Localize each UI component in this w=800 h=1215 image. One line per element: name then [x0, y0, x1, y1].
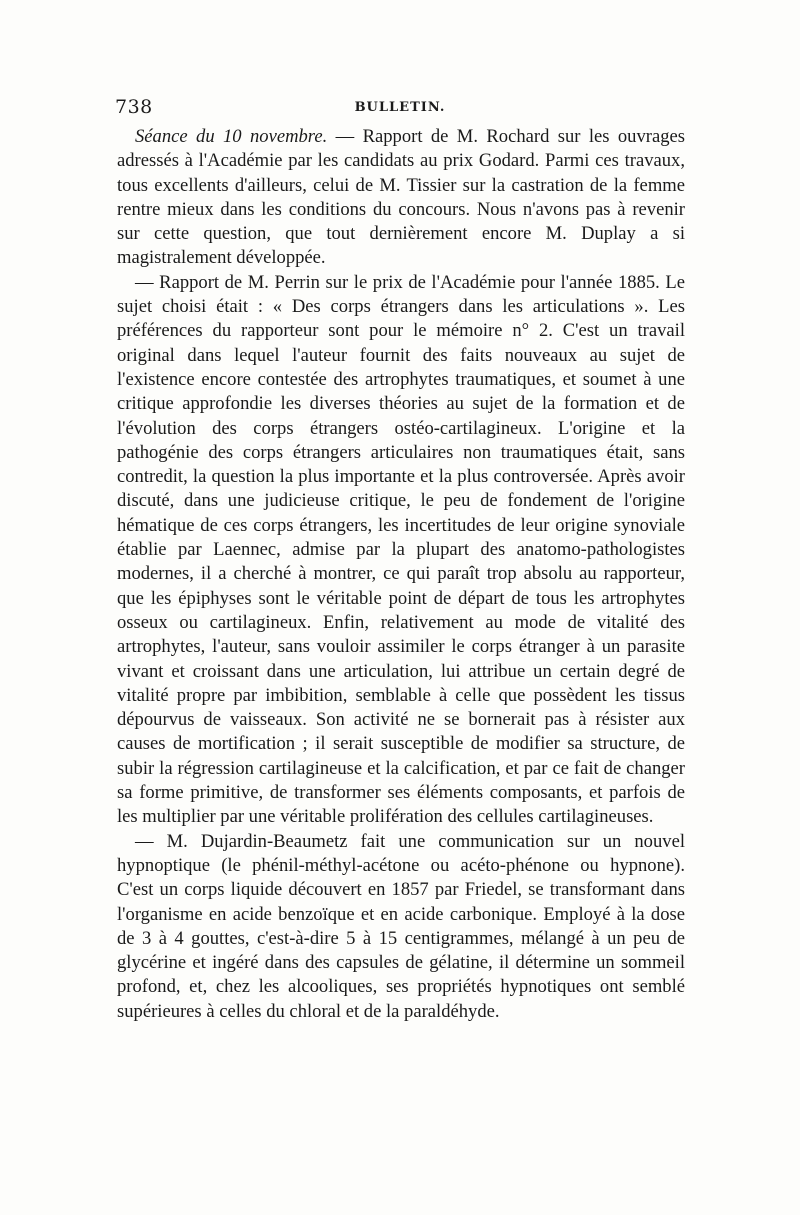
paragraph-text: — Rapport de M. Perrin sur le prix de l'Académie pour l'année 1885. Le sujet choisi était : « Des corps étrangers dans les articulations ». Les préférences du rapporteur sont pour le mémoire n° 2. C'est un travail original dans lequel l'auteur fournit des faits nouveaux au sujet de l'existence encore contestée des artrophytes traumatiques, et soumet à une critique approfondie les diverses théories au sujet de la formation et de l'évolution des corps étrangers ostéo-cartilagineux. L'origine et la pathogénie des corps étrangers articulaires non traumatiques était, sans contredit, la question la plus importante et la plus controversée. Après avoir discuté, dans une judicieuse critique, le peu de fondement de l'origine hématique de ces corps étrangers, les incertitudes de leur origine synoviale établie par Laennec, admise par la plupart des anatomo-pathologistes modernes, il a cherché à montrer, ce qui paraît trop absolu au rapporteur, que les épiphyses sont le véritable point de départ de tous les artrophytes osseux ou cartilagineux. Enfin, relativement au mode de vitalité des artrophytes, l'auteur, sans vouloir assimiler le corps étranger à un parasite vivant et croissant dans une articulation, lui attribue un certain degré de vitalité propre par imbibition, semblable à celle que possèdent les tissus dépourvus de vaisseaux. Son activité ne se bornerait pas à résister aux causes de mortification ; il serait susceptible de modifier sa structure, de subir la régression cartilagineuse et la calcification, et par ce fait de changer sa forme primitive, de transformer ses éléments composants, et parfois de les multiplier par une véritable prolifération des cellules cartilagineuses.: [117, 271, 685, 828]
body-text: [117, 125, 685, 1024]
running-head: BULLETIN.: [354, 100, 446, 115]
page-header: [115, 96, 685, 122]
paragraph-text: — M. Dujardin-Beaumetz fait une communication sur un nouvel hypnoptique (le phénil-méthyl-acétone ou acéto-phénone ou hypnone). C'est un corps liquide découvert en 1857 par Friedel, se transformant dans l'organisme en acide benzoïque et en acide carbonique. Employé à la dose de 3 à 4 gouttes, c'est-à-dire 5 à 15 centigrammes, mélangé à un peu de glycérine et ingéré dans des capsules de gélatine, il détermine un sommeil profond, et, chez les alcooliques, ses propriétés hypnotiques ont semblé supérieures à celles du chloral et de la paraldéhyde.: [117, 830, 685, 1022]
seance-date: Séance du 10 novembre.: [135, 126, 328, 147]
paragraph-rapport-perrin: [117, 271, 685, 830]
page-number: 738: [115, 96, 153, 118]
paragraph-seance: [117, 125, 685, 271]
paragraph-dujardin-beaumetz: [117, 830, 685, 1024]
paragraph-text: — Rapport de M. Rochard sur les ouvrages adressés à l'Académie par les candidats au prix Godard. Parmi ces travaux, tous excellents d'ailleurs, celui de M. Tissier sur la castration de la femme rentre mieux dans les conditions du concours. Nous n'avons pas à revenir sur cette question, que tout dernièrement encore M. Duplay a si magistralement développée.: [117, 126, 685, 269]
